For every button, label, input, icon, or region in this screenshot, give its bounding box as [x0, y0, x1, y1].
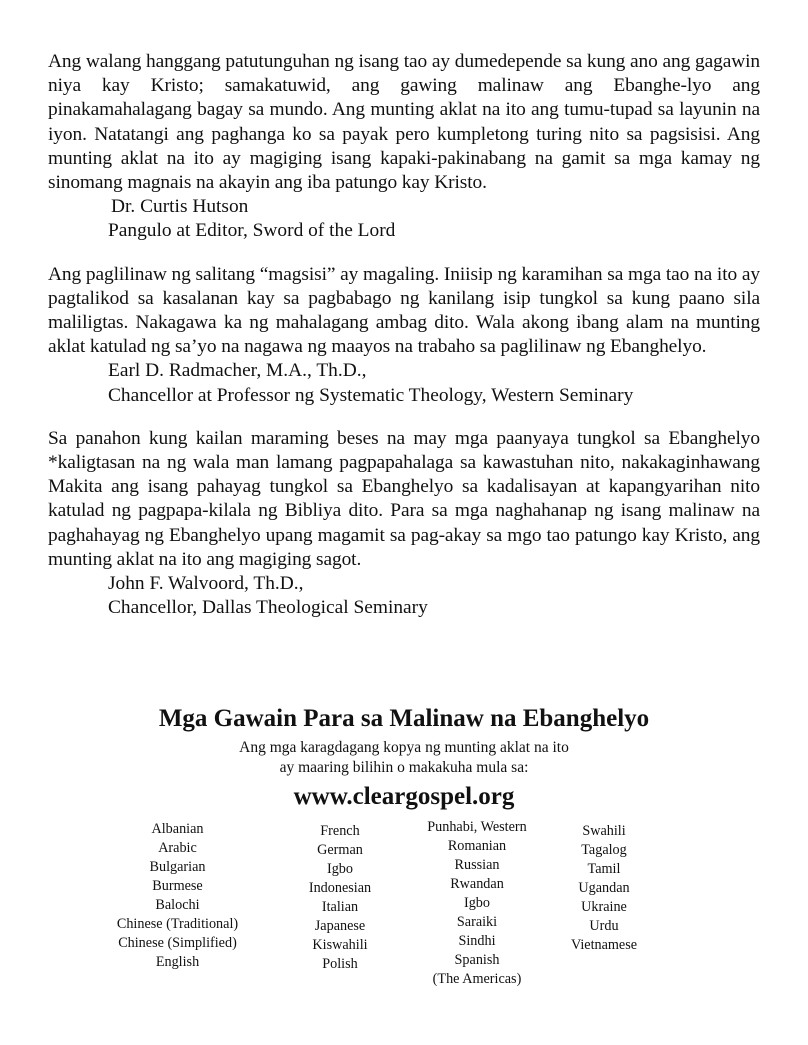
language-item: English — [155, 954, 200, 970]
language-item: Balochi — [155, 897, 200, 913]
website-link[interactable]: www.cleargospel.org — [293, 783, 515, 810]
language-list-column-1 — [110, 820, 245, 972]
language-item: Punhabi, Western — [427, 819, 527, 835]
language-item: (The Americas) — [432, 971, 522, 987]
language-item: Tamil — [587, 861, 621, 877]
language-item: Italian — [321, 899, 359, 915]
language-item: Sindhi — [458, 933, 496, 949]
language-item: Kiswahili — [312, 937, 368, 953]
language-item: Polish — [322, 956, 358, 972]
language-item: Arabic — [158, 840, 197, 856]
language-item: Igbo — [463, 895, 490, 911]
language-item: Russian — [454, 857, 500, 873]
language-item: Ukraine — [581, 899, 627, 915]
endorsement-author: John F. Walvoord, Th.D., — [108, 573, 304, 595]
endorsement-author: Earl D. Radmacher, M.A., Th.D., — [108, 360, 367, 382]
language-item: French — [320, 823, 360, 839]
language-item: Urdu — [589, 918, 619, 934]
resources-heading: Mga Gawain Para sa Malinaw na Ebanghelyo — [158, 705, 650, 732]
language-list-column-2 — [290, 822, 390, 974]
endorsement-author: Dr. Curtis Hutson — [111, 196, 249, 218]
endorsement-text: Ang paglilinaw ng salitang “magsisi” ay magaling. Iniisip ng karamihan sa mga tao na ito ay pagtalikod sa kasalanan kay sa pagbabago ng kanilang isip tungkol sa kung paano sila maliligtas. Nakagawa ka ng mahalagang ambag dito. Wala akong ibang alam na munting aklat katulad ng sa’yo na nagawa ng maayos na trabaho sa paglilinaw ng Ebanghelyo. — [48, 263, 760, 358]
language-item: Saraiki — [456, 914, 498, 930]
language-list-column-3 — [412, 818, 542, 989]
language-item: Vietnamese — [570, 937, 638, 953]
endorsements-section — [48, 50, 760, 639]
language-item: Indonesian — [308, 880, 372, 896]
language-item: Swahili — [582, 823, 626, 839]
endorsement-text: Sa panahon kung kailan maraming beses na may mga paanyaya tungkol sa Ebanghelyo *kaligtasan na ng wala man lamang pagpapahalaga sa kawastuhan nito, nakakaginhawang Makita ang isang pahayag tungkol sa Ebanghelyo sa kadalisayan at kapangyarihan nito katulad ng pagpapa-kilala ng Bibliya dito. Para sa mga naghahanap ng isang malinaw na paghahayag ng Ebanghelyo upang magamit sa pag-akay sa mgo tao patungo kay Kristo, ang munting aklat na ito ang magiging sagot. — [48, 427, 760, 570]
endorsement-2 — [48, 263, 760, 408]
endorsement-3 — [48, 427, 760, 621]
endorsement-author-title: Chancellor at Professor ng Systematic Theology, Western Seminary — [108, 384, 634, 406]
language-item: Burmese — [152, 878, 203, 894]
language-item: Chinese (Simplified) — [118, 935, 237, 951]
endorsement-author-title: Pangulo at Editor, Sword of the Lord — [108, 220, 396, 242]
language-item: German — [317, 842, 363, 858]
endorsement-author-title: Chancellor, Dallas Theological Seminary — [108, 597, 428, 619]
resources-subtitle-line-1: Ang mga karagdagang kopya ng munting aklat na ito — [239, 739, 569, 756]
language-item: Bulgarian — [149, 859, 206, 875]
resources-subtitle-line-2: ay maaring bilihin o makakuha mula sa: — [279, 759, 529, 776]
language-list-column-4 — [559, 822, 649, 955]
language-item: Romanian — [447, 838, 507, 854]
language-item: Ugandan — [578, 880, 630, 896]
endorsement-1 — [48, 50, 760, 244]
language-item: Igbo — [326, 861, 353, 877]
language-item: Japanese — [314, 918, 366, 934]
language-item: Rwandan — [450, 876, 504, 892]
language-item: Chinese (Traditional) — [116, 916, 239, 932]
language-item: Tagalog — [581, 842, 627, 858]
language-item: Albanian — [151, 821, 204, 837]
language-item: Spanish — [454, 952, 500, 968]
endorsement-text: Ang walang hanggang patutunguhan ng isang tao ay dumedepende sa kung ano ang gagawin niya kay Kristo; samakatuwid, ang gawing malinaw ang Ebanghe-lyo ang pinakamahalagang bagay sa mundo. Ang munting aklat na ito ang tumu-tupad sa layunin na iyon. Natatangi ang paghanga ko sa payak pero kumpletong turing nito sa pagsisisi. Ang munting aklat na ito ay magiging isang kapaki-pakinabang na gamit sa mga kamay ng sinomang magnais na akayin ang iba patungo kay Kristo. — [48, 51, 760, 194]
